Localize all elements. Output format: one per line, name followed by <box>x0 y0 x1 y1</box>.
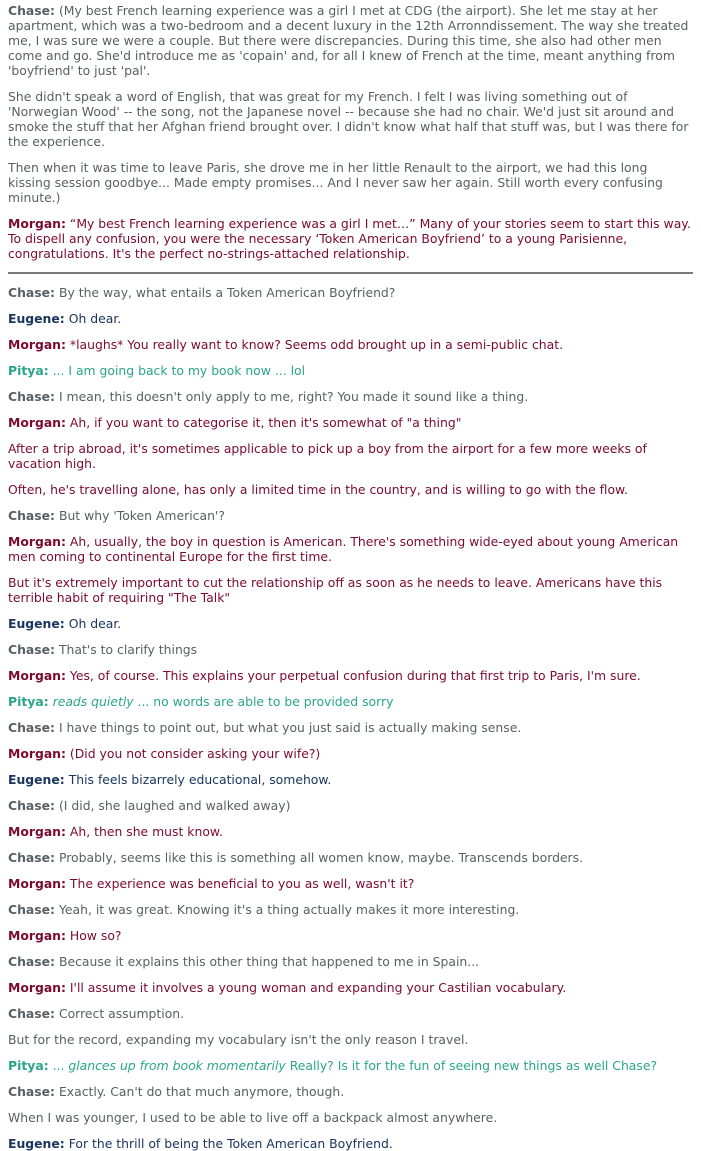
message-text: But it's extremely important to cut the relationship off as soon as he needs to leave. Americans have this terrible habit of requiring "The Talk" <box>8 575 667 605</box>
message-text: Ah, if you want to categorise it, then it's somewhat of "a thing" <box>65 415 462 430</box>
speaker-name: Morgan: <box>8 534 66 549</box>
chat-message-chase <box>8 1032 693 1047</box>
speaker-name: Morgan: <box>8 824 66 839</box>
message-text: Oh dear. <box>64 616 122 631</box>
chat-message-chase <box>8 798 693 813</box>
chat-message-pitya <box>8 363 693 378</box>
message-text: Probably, seems like this is something all women know, maybe. Transcends borders. <box>55 850 584 865</box>
message-text: ... I am going back to my book now ... lol <box>48 363 306 378</box>
message-text: She didn't speak a word of English, that was great for my French. I felt I was living something out of 'Norwegian Wood' -- the song, not the Japanese novel -- because she had no chair. We'd just sit around and smoke the stuff that her Afghan friend brought over. I didn't know what half that stuff was, but I was there for the experience. <box>8 89 693 149</box>
chat-message-morgan <box>8 415 693 430</box>
message-text: Correct assumption. <box>55 1006 185 1021</box>
message-text: I'll assume it involves a young woman and expanding your Castilian vocabulary. <box>65 980 567 995</box>
speaker-name: Chase: <box>8 902 56 917</box>
message-text: Yeah, it was great. Knowing it's a thing actually makes it more interesting. <box>55 902 520 917</box>
speaker-name: Morgan: <box>8 746 66 761</box>
speaker-name: Chase: <box>8 3 56 18</box>
speaker-name: Pitya: <box>8 694 49 709</box>
message-text: ... no words are able to be provided sorry <box>133 694 394 709</box>
chat-message-chase <box>8 89 693 149</box>
chat-message-chase <box>8 954 693 969</box>
speaker-name: Morgan: <box>8 668 66 683</box>
message-group-after-divider <box>8 285 693 1151</box>
message-text: By the way, what entails a Token American Boyfriend? <box>55 285 396 300</box>
chat-message-morgan <box>8 746 693 761</box>
chat-message-morgan <box>8 534 693 564</box>
action-text: reads quietly <box>52 694 134 709</box>
message-text: “My best French learning experience was a girl I met…” Many of your stories seem to start this way. To dispell any confusion, you were the necessary ‘Token American Boyfriend’ to a young Parisienne, congratulations. It's the perfect no-strings-attached relationship. <box>8 216 695 261</box>
chat-message-eugene <box>8 311 693 326</box>
section-divider <box>8 272 693 274</box>
message-text: This feels bizarrely educational, somehow. <box>64 772 332 787</box>
speaker-name: Eugene: <box>8 311 65 326</box>
speaker-name: Chase: <box>8 285 56 300</box>
message-text: Often, he's travelling alone, has only a limited time in the country, and is willing to go with the flow. <box>8 482 628 497</box>
message-text: When I was younger, I used to be able to live off a backpack almost anywhere. <box>8 1110 498 1125</box>
action-text: glances up from book momentarily <box>68 1058 286 1073</box>
chat-message-chase <box>8 1006 693 1021</box>
speaker-name: Chase: <box>8 389 56 404</box>
message-text: (I did, she laughed and walked away) <box>55 798 291 813</box>
message-text: The experience was beneficial to you as well, wasn't it? <box>65 876 415 891</box>
message-text: Exactly. Can't do that much anymore, though. <box>55 1084 345 1099</box>
speaker-name: Morgan: <box>8 337 66 352</box>
chat-message-morgan <box>8 876 693 891</box>
message-text: Because it explains this other thing that happened to me in Spain... <box>55 954 480 969</box>
message-text: I mean, this doesn't only apply to me, right? You made it sound like a thing. <box>55 389 529 404</box>
message-text: After a trip abroad, it's sometimes applicable to pick up a boy from the airport for a few more weeks of vacation high. <box>8 441 651 471</box>
message-text: Ah, usually, the boy in question is American. There's something wide-eyed about young American men coming to continental Europe for the first time. <box>8 534 683 564</box>
speaker-name: Chase: <box>8 1084 56 1099</box>
chat-message-pitya <box>8 1058 693 1073</box>
speaker-name: Eugene: <box>8 772 65 787</box>
chat-message-chase <box>8 160 693 205</box>
chat-message-chase <box>8 508 693 523</box>
speaker-name: Chase: <box>8 508 56 523</box>
chat-message-chase <box>8 642 693 657</box>
speaker-name: Morgan: <box>8 928 66 943</box>
chat-message-morgan <box>8 482 693 497</box>
message-text: For the thrill of being the Token American Boyfriend. <box>64 1136 393 1151</box>
chat-message-morgan <box>8 441 693 471</box>
chat-message-chase <box>8 1110 693 1125</box>
message-text: Yes, of course. This explains your perpetual confusion during that first trip to Paris, I'm sure. <box>65 668 641 683</box>
speaker-name: Chase: <box>8 954 56 969</box>
chat-message-chase <box>8 1084 693 1099</box>
chat-message-chase <box>8 902 693 917</box>
speaker-name: Morgan: <box>8 216 66 231</box>
message-text: Oh dear. <box>64 311 122 326</box>
message-text: That's to clarify things <box>55 642 198 657</box>
chat-message-morgan <box>8 824 693 839</box>
speaker-name: Morgan: <box>8 980 66 995</box>
message-text: (Did you not consider asking your wife?) <box>65 746 321 761</box>
chat-message-morgan <box>8 216 693 261</box>
chat-message-pitya <box>8 694 693 709</box>
chat-message-eugene <box>8 772 693 787</box>
chat-message-morgan <box>8 337 693 352</box>
chat-message-morgan <box>8 575 693 605</box>
message-text: But for the record, expanding my vocabulary isn't the only reason I travel. <box>8 1032 469 1047</box>
chat-message-morgan <box>8 928 693 943</box>
speaker-name: Eugene: <box>8 1136 65 1151</box>
message-text: How so? <box>65 928 122 943</box>
chat-message-chase <box>8 389 693 404</box>
message-text: Really? Is it for the fun of seeing new things as well Chase? <box>285 1058 658 1073</box>
message-text: Ah, then she must know. <box>65 824 223 839</box>
speaker-name: Eugene: <box>8 616 65 631</box>
speaker-name: Morgan: <box>8 876 66 891</box>
chat-message-chase <box>8 3 693 78</box>
chat-message-chase <box>8 720 693 735</box>
message-text: ... <box>48 1058 69 1073</box>
chat-message-morgan <box>8 668 693 683</box>
message-group-before-divider <box>8 3 693 261</box>
chat-message-eugene <box>8 616 693 631</box>
speaker-name: Pitya: <box>8 363 49 378</box>
message-text: I have things to point out, but what you just said is actually making sense. <box>55 720 522 735</box>
message-text: *laughs* You really want to know? Seems odd brought up in a semi-public chat. <box>65 337 564 352</box>
speaker-name: Morgan: <box>8 415 66 430</box>
message-text: Then when it was time to leave Paris, she drove me in her little Renault to the airport, we had this long kissing session goodbye... Made empty promises... And I never saw her again. Still worth every confusing minute.) <box>8 160 667 205</box>
speaker-name: Chase: <box>8 720 56 735</box>
message-text: (My best French learning experience was a girl I met at CDG (the airport). She let me stay at her apartment, which was a two-bedroom and a decent luxury in the 12th Arronndissement. The way she treated me, I was sure we were a couple. But there were discrepancies. During this time, she also had other men come and go. She'd introduce me as 'copain' and, for all I knew of French at the time, meant anything from 'boyfriend' to just 'pal'. <box>8 3 693 78</box>
speaker-name: Chase: <box>8 1006 56 1021</box>
chat-message-chase <box>8 850 693 865</box>
speaker-name: Chase: <box>8 850 56 865</box>
speaker-name: Pitya: <box>8 1058 49 1073</box>
chat-message-morgan <box>8 980 693 995</box>
chat-message-chase <box>8 285 693 300</box>
message-text: But why 'Token American'? <box>55 508 225 523</box>
chat-message-eugene <box>8 1136 693 1151</box>
speaker-name: Chase: <box>8 798 56 813</box>
speaker-name: Chase: <box>8 642 56 657</box>
